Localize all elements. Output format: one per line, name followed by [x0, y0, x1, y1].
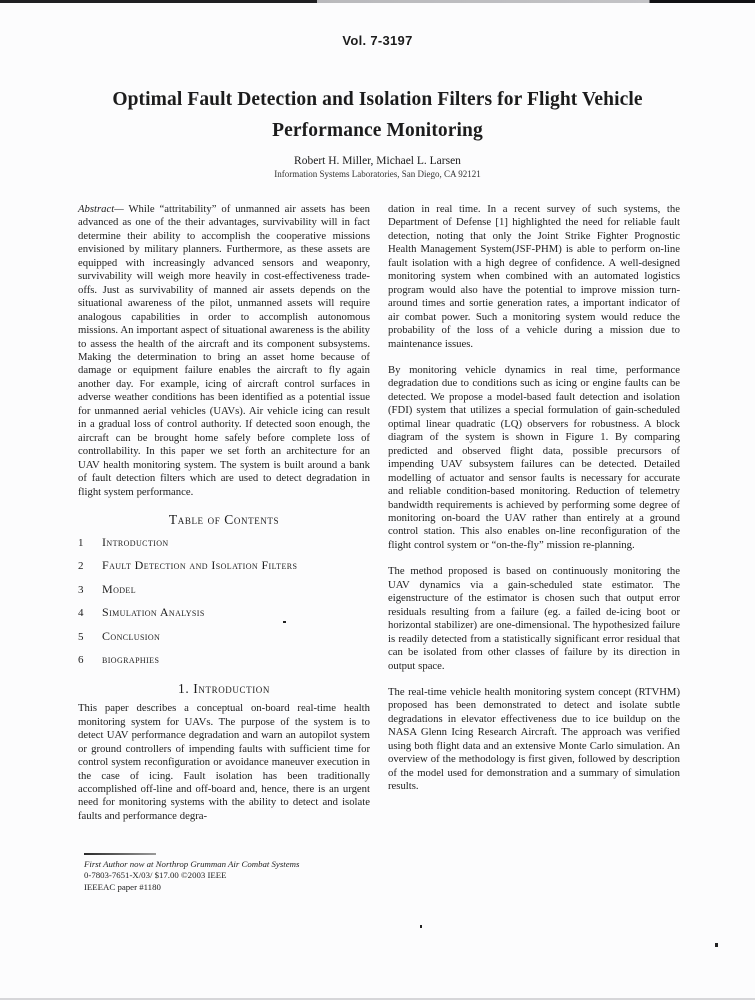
- affiliation: Information Systems Laboratories, San Diego, CA 92121: [274, 169, 481, 179]
- scan-speck: [715, 943, 718, 947]
- toc-item-label: Model: [102, 581, 136, 596]
- scan-speck: [420, 925, 422, 928]
- toc-item-number: 5: [78, 630, 84, 643]
- right-column-paragraph-2: By monitoring vehicle dynamics in real time, performance degradation due to conditions such as icing or engine faults can be detected. We propose a model-based fault detection and isolation (FDI) system that utilizes a special formulation of gain-scheduled optimal linear quadratic (LQ) observers for robustness. A block diagram of the system is shown in Figure 1. By comparing predicted and observed flight data, possible precursors of impending UAV subsystem failures can be detected. Detailed modelling of actuator and sensor faults is necessary for accurate and reliable condition-based monitoring. Reduction of telemetry bandwidth requirements is achieved by performing some degree of monitoring on-board the UAV rather than entirely at a ground control station. This also enables on-line reconfiguration of the flight control system or “on-the-fly” mission re-planning.: [388, 363, 680, 551]
- toc-item-label: Conclusion: [102, 628, 161, 643]
- footnote-rule: [84, 853, 156, 855]
- introduction-paragraph: This paper describes a conceptual on-board real-time health monitoring system for UAVs. The purpose of the system is to detect UAV performance degradation and warn an autopilot system or ground controllers of impending faults with sufficient time for control system reconfiguration or avoidance maneuver execution in the case of icing. Fault isolation has been traditionally accomplished off-line and off-board and, hence, there is an urgent need for monitoring systems with the ability to detect and isolate faults and performance degra-: [78, 702, 370, 822]
- toc-item-conclusion: [78, 629, 370, 652]
- toc-item-number: 1: [78, 536, 84, 549]
- abstract-paragraph: [78, 203, 370, 499]
- scan-speck: [283, 621, 286, 623]
- toc-item-number: 4: [78, 607, 84, 620]
- right-column: [388, 203, 680, 807]
- introduction-heading: 1. Introduction: [178, 681, 270, 697]
- toc-item-model: [78, 582, 370, 605]
- abstract-text: While “attritability” of unmanned air assets has been advanced as one of the their advantages, survivability will in fact determine their ability to accomplish the cooperative missions envisioned by military planners. Furthermore, as these assets are equipped with increasingly advanced sensors and weaponry, survivability will weigh more heavily in cost-effectiveness trade-offs. Just as survivability of manned air assets depends on the situational awareness of the pilot, unmanned assets will require analogous capabilities in order to accomplish autonomous missions. An important aspect of situational awareness is the ability to assess the health of the aircraft and its component subsystems. Making the determination to bring an asset home because of damage or equipment failure enables the aircraft to fly again another day. For example, icing of aircraft control surfaces in adverse weather conditions has been identified as a potential issue for unmanned aerial vehicles (UAVs). Air vehicle icing can result in a gradual loss of control authority. If detected soon enough, the aircraft can be brought home safely before complete loss of controllability. In this paper we set forth an architecture for an UAV health monitoring system. The system is built around a bank of fault detection filters which are used to detect degradation in flight system performance.: [78, 203, 370, 498]
- toc-heading: Table of Contents: [168, 511, 280, 527]
- paper-title-line2: Performance Monitoring: [272, 120, 483, 141]
- toc-item-label: Simulation Analysis: [102, 605, 205, 620]
- toc-item-label: biographies: [102, 651, 160, 666]
- footnote-author-note: First Author now at Northrop Grumman Air Combat Systems: [84, 858, 300, 869]
- toc-item-number: 3: [78, 583, 84, 596]
- toc-item-label: Fault Detection and Isolation Filters: [102, 558, 298, 573]
- toc-item-simulation-analysis: [78, 605, 370, 628]
- paper-title-line1: Optimal Fault Detection and Isolation Filters for Flight Vehicle: [112, 89, 643, 110]
- toc-item-number: 6: [78, 653, 84, 666]
- authors: Robert H. Miller, Michael L. Larsen: [294, 155, 461, 167]
- footnote-paper-number: IEEEAC paper #1180: [84, 881, 161, 892]
- volume-number: Vol. 7-3197: [342, 33, 413, 48]
- toc-item-label: Introduction: [102, 534, 169, 549]
- toc-item-biographies: [78, 652, 370, 675]
- right-column-paragraph-1: dation in real time. In a recent survey of such systems, the Department of Defense [1] highlighted the need for reliable fault detection, noting that only the Joint Strike Fighter Prognostic Health Management System(JSF-PHM) is able to perform on-line fault isolation with a high degree of confidence. A well-designed monitoring system when combined with an automated logistics program would also have the potential to improve mission turn-around times and sortie generation rates, a important indicator of air combat power. Such a monitoring system would reduce the probability of the loss of a vehicle during a mission due to maintenance issues.: [388, 203, 680, 350]
- toc-item-fault-detection: [78, 558, 370, 581]
- footnote: [84, 853, 374, 893]
- toc-item-introduction: [78, 535, 370, 558]
- paper-title: [78, 84, 678, 146]
- abstract-label: Abstract—: [78, 203, 124, 215]
- left-column: [78, 203, 370, 823]
- right-column-paragraph-3: The method proposed is based on continuously monitoring the UAV dynamics via a gain-scheduled state estimator. The eigenstructure of the estimator is chosen such that output error residuals resulting from a failure (eg. a failed de-icing boot or horizontal stabilizer) are one-dimensional. The hypothesized failure is readily detected from a statistically significant error residual that can be isolated from other classes of failure by its direction in output space.: [388, 565, 680, 672]
- toc-list: [78, 535, 370, 675]
- footnote-copyright: 0-7803-7651-X/03/ $17.00 ©2003 IEEE: [84, 870, 227, 880]
- right-column-paragraph-4: The real-time vehicle health monitoring system concept (RTVHM) proposed has been demonstrated to detect and isolate subtle degradations in elevator effectiveness due to ice buildup on the NASA Glenn Icing Research Aircraft. The approach was verified using both flight data and an extensive Monte Carlo simulation. An overview of the methodology is first given, followed by description of the model used for demonstration and a summary of simulation results.: [388, 685, 680, 793]
- scan-top-edge: [0, 0, 755, 3]
- toc-item-number: 2: [78, 560, 84, 573]
